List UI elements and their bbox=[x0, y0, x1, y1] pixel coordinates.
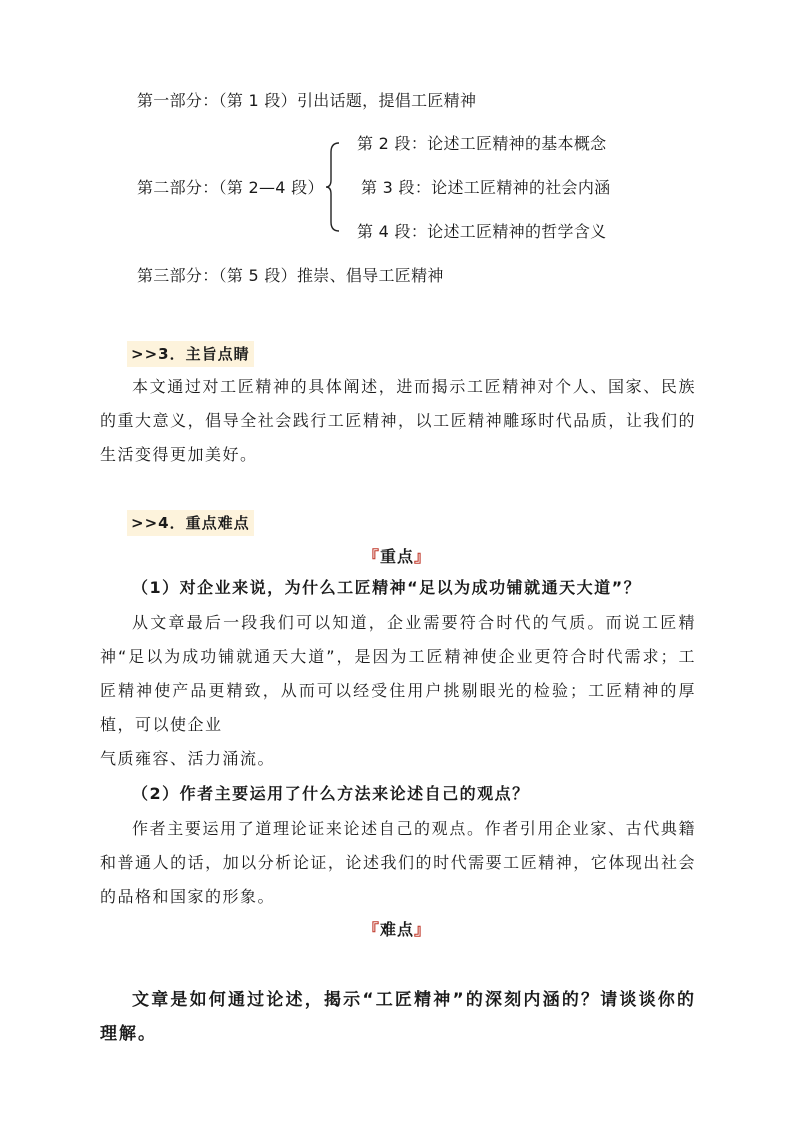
bracket-open: 『 bbox=[362, 547, 380, 566]
bracket-close: 』 bbox=[414, 547, 432, 566]
section4-heading: >>4．重点难点 bbox=[127, 510, 254, 536]
section3-heading: >>3．主旨点睛 bbox=[127, 341, 254, 367]
part1-desc: （第 1 段）引出话题，提倡工匠精神 bbox=[218, 91, 477, 110]
part3-label: 第三部分： bbox=[137, 266, 219, 285]
difficult-points-title bbox=[0, 917, 794, 940]
outline-part2-item-2: 第 3 段：论述工匠精神的社会内涵 bbox=[361, 178, 611, 197]
section3-body: 本文通过对工匠精神的具体阐述，进而揭示工匠精神对个人、国家、民族的重大意义，倡导全社会践行工匠精神，以工匠精神雕琢时代品质，让我们的生活变得更加美好。 bbox=[100, 377, 696, 464]
difficult-points-label: 难点 bbox=[379, 920, 414, 939]
difficult-question: 文章是如何通过论述，揭示“工匠精神”的深刻内涵的？请谈谈你的理解。 bbox=[100, 990, 696, 1044]
answer-1: 从文章最后一段我们可以知道，企业需要符合时代的气质。而说工匠精神“足以为成功铺就通天大道”，是因为工匠精神使企业更符合时代需求；工匠精神使产品更精致，从而可以经受住用户挑剔眼光的检验；工匠精神的厚植，可以使企业 bbox=[100, 613, 696, 734]
outline-part2-item-3: 第 4 段：论述工匠精神的哲学含义 bbox=[357, 222, 607, 241]
key-points-title bbox=[0, 544, 794, 567]
question-2: （2）作者主要运用了什么方法来论述自己的观点？ bbox=[132, 784, 530, 803]
outline-part3 bbox=[137, 263, 444, 286]
part2-desc: （第 2—4 段） bbox=[218, 178, 324, 197]
question-1: （1）对企业来说，为什么工匠精神“足以为成功铺就通天大道”？ bbox=[132, 578, 642, 597]
part1-label: 第一部分： bbox=[137, 91, 219, 110]
outline-part2-item-1: 第 2 段：论述工匠精神的基本概念 bbox=[357, 134, 607, 153]
outline-part1 bbox=[137, 88, 476, 111]
outline-brace bbox=[325, 142, 341, 232]
outline-part2 bbox=[137, 175, 324, 198]
key-points-label: 重点 bbox=[379, 547, 414, 566]
bracket-close-2: 』 bbox=[414, 920, 432, 939]
bracket-open-2: 『 bbox=[362, 920, 380, 939]
part2-label: 第二部分： bbox=[137, 178, 219, 197]
answer-1-continued: 气质雍容、活力涌流。 bbox=[100, 749, 276, 768]
answer-2: 作者主要运用了道理论证来论述自己的观点。作者引用企业家、古代典籍和普通人的话，加以分析论证，论述我们的时代需要工匠精神，它体现出社会的品格和国家的形象。 bbox=[100, 819, 696, 906]
part3-desc: （第 5 段）推崇、倡导工匠精神 bbox=[218, 266, 444, 285]
